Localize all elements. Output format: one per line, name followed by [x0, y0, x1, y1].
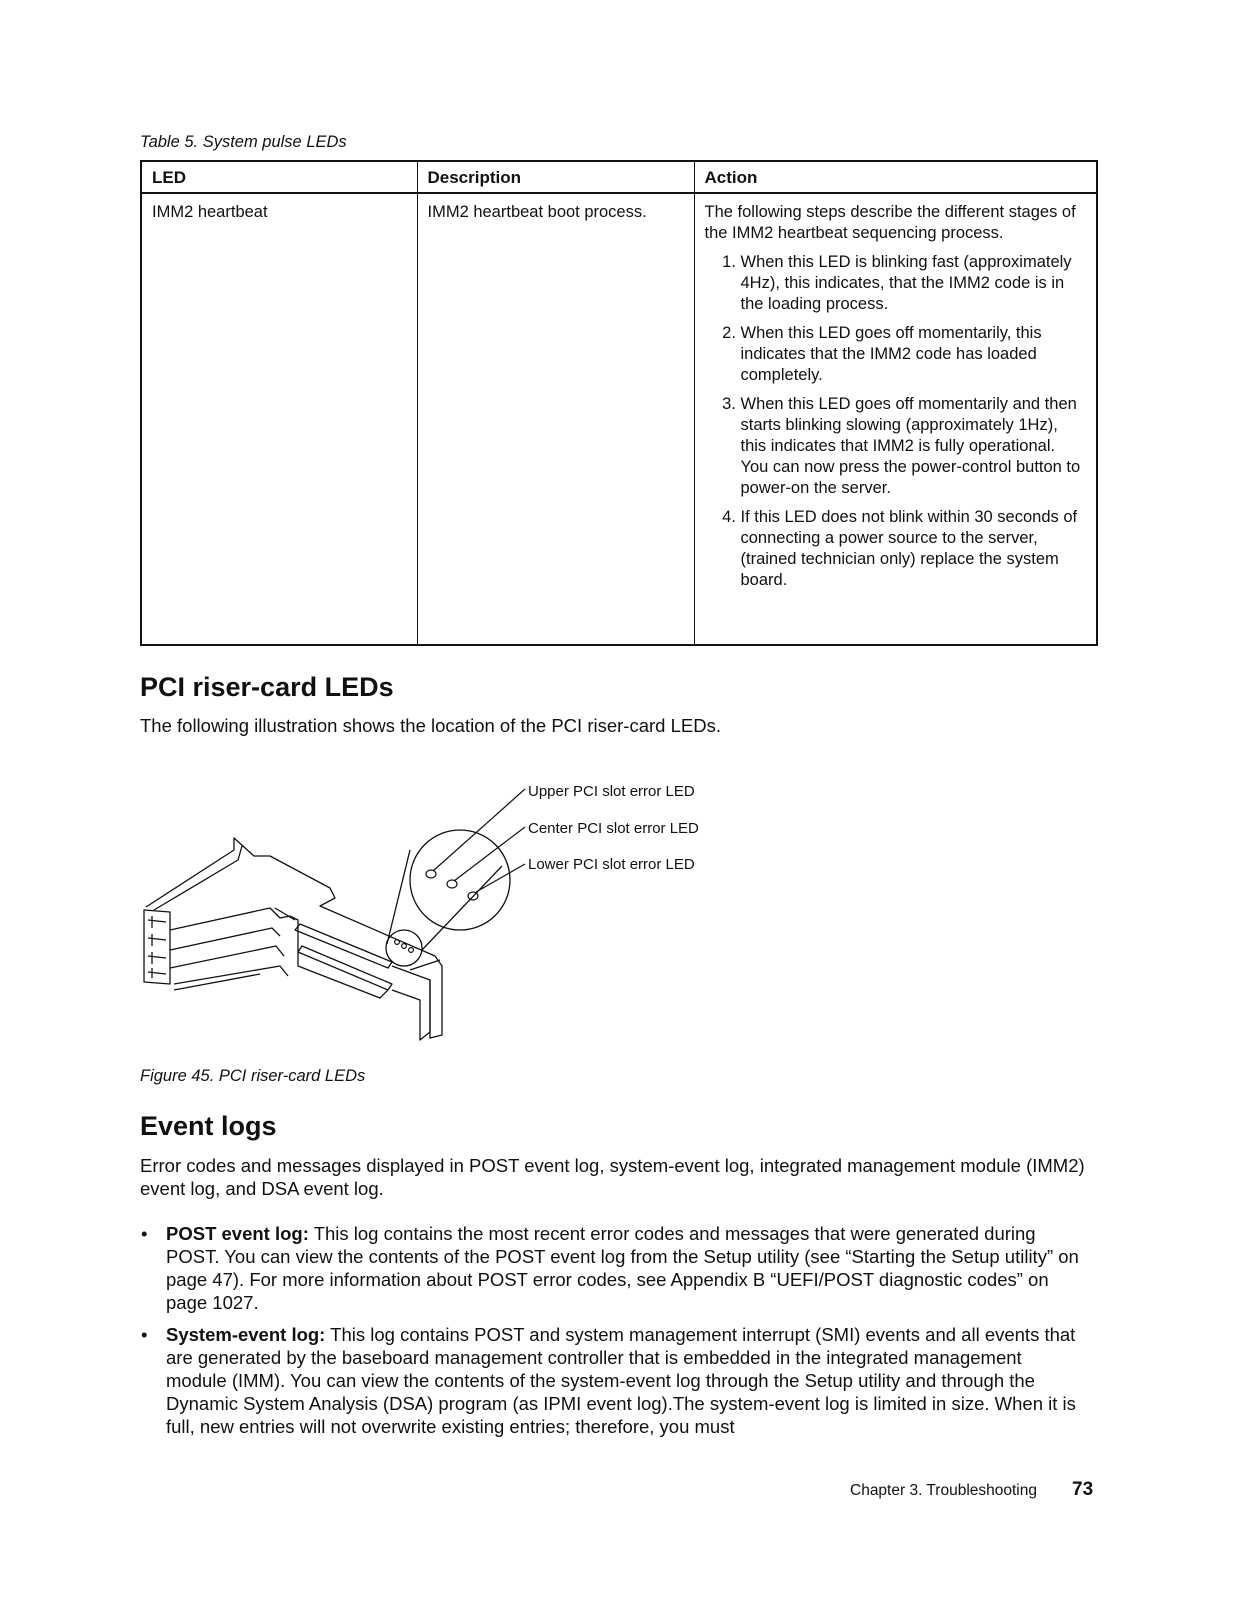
- cell-description: IMM2 heartbeat boot process.: [417, 193, 694, 645]
- action-step: 2. When this LED goes off momentarily, this indicates that the IMM2 code has loaded completely.: [741, 323, 1087, 386]
- system-pulse-led-table: [140, 160, 1098, 646]
- cell-led: IMM2 heartbeat: [141, 193, 417, 645]
- card-rail-upper: [170, 908, 290, 930]
- event-logs-intro: Error codes and messages displayed in POST event log, system-event log, integrated management module (IMM2) event log, and DSA event log.: [140, 1155, 1085, 1199]
- page-number: 73: [1072, 1479, 1094, 1500]
- event-log-bullet-list: [141, 1222, 1081, 1447]
- list-item: [141, 1323, 1081, 1438]
- bullet-dot: •: [141, 1223, 148, 1244]
- action-steps-list: [705, 252, 1087, 591]
- column-header-description: Description: [417, 161, 694, 193]
- label-upper-pci-slot-error-led: Upper PCI slot error LED: [528, 783, 695, 800]
- action-intro: The following steps describe the different stages of the IMM2 heartbeat sequencing process.: [704, 203, 1076, 242]
- column-header-led: LED: [141, 161, 417, 193]
- list-item: [141, 1222, 1081, 1314]
- footer-chapter: Chapter 3. Troubleshooting: [850, 1482, 1037, 1499]
- bullet-dot: •: [141, 1324, 148, 1345]
- bullet-term: POST event log:: [166, 1223, 309, 1244]
- table-caption: Table 5. System pulse LEDs: [140, 133, 347, 151]
- table-row: [141, 193, 1097, 645]
- pci-riser-card-illustration: [130, 770, 730, 1060]
- upper-led: [426, 870, 436, 878]
- riser-bracket-outline: [146, 838, 442, 1038]
- figure-caption: Figure 45. PCI riser-card LEDs: [140, 1067, 366, 1085]
- bullet-text: This log contains POST and system management interrupt (SMI) events and all events that are generated by the baseboard management controller that is embedded in the integrated management module (IMM). You can view the contents of the system-event log through the Setup utility and through the Dynamic System Analysis (DSA) program (as IPMI event log).The system-event log is limited in size. When it is full, new entries will not overwrite existing entries; therefore, you must: [166, 1324, 1076, 1437]
- pci-slot-lower: [298, 946, 392, 990]
- bullet-text: This log contains the most recent error codes and messages that were generated during POST. You can view the contents of the POST event log from the Setup utility (see “Starting the Setup utility” on page 47). For more information about POST error codes, see Appendix B “UEFI/POST diagnostic codes” on page 1027.: [166, 1223, 1079, 1313]
- table-header-row: [141, 161, 1097, 193]
- action-step: 1. When this LED is blinking fast (approximately 4Hz), this indicates, that the IMM2 code is in the loading process.: [741, 252, 1087, 315]
- section-heading-pci-riser: PCI riser-card LEDs: [140, 672, 394, 702]
- center-led: [447, 880, 457, 888]
- action-step: 3. When this LED goes off momentarily and then starts blinking slowing (approximately 1Hz), this indicates that IMM2 is fully operational. You can now press the power-control button to power-on the server.: [741, 394, 1087, 499]
- bullet-term: System-event log:: [166, 1324, 326, 1345]
- riser-intro-text: The following illustration shows the location of the PCI riser-card LEDs.: [140, 715, 721, 736]
- action-step: 4. If this LED does not blink within 30 seconds of connecting a power source to the server, (trained technician only) replace the system board.: [741, 507, 1087, 591]
- column-header-action: Action: [694, 161, 1097, 193]
- card-rail-lower: [170, 946, 284, 968]
- riser-right-plate: [392, 966, 430, 1040]
- cell-action: [694, 193, 1097, 645]
- label-center-pci-slot-error-led: Center PCI slot error LED: [528, 820, 699, 837]
- label-lower-pci-slot-error-led: Lower PCI slot error LED: [528, 856, 695, 873]
- section-heading-event-logs: Event logs: [140, 1111, 277, 1141]
- magnified-led-circle: [410, 830, 510, 930]
